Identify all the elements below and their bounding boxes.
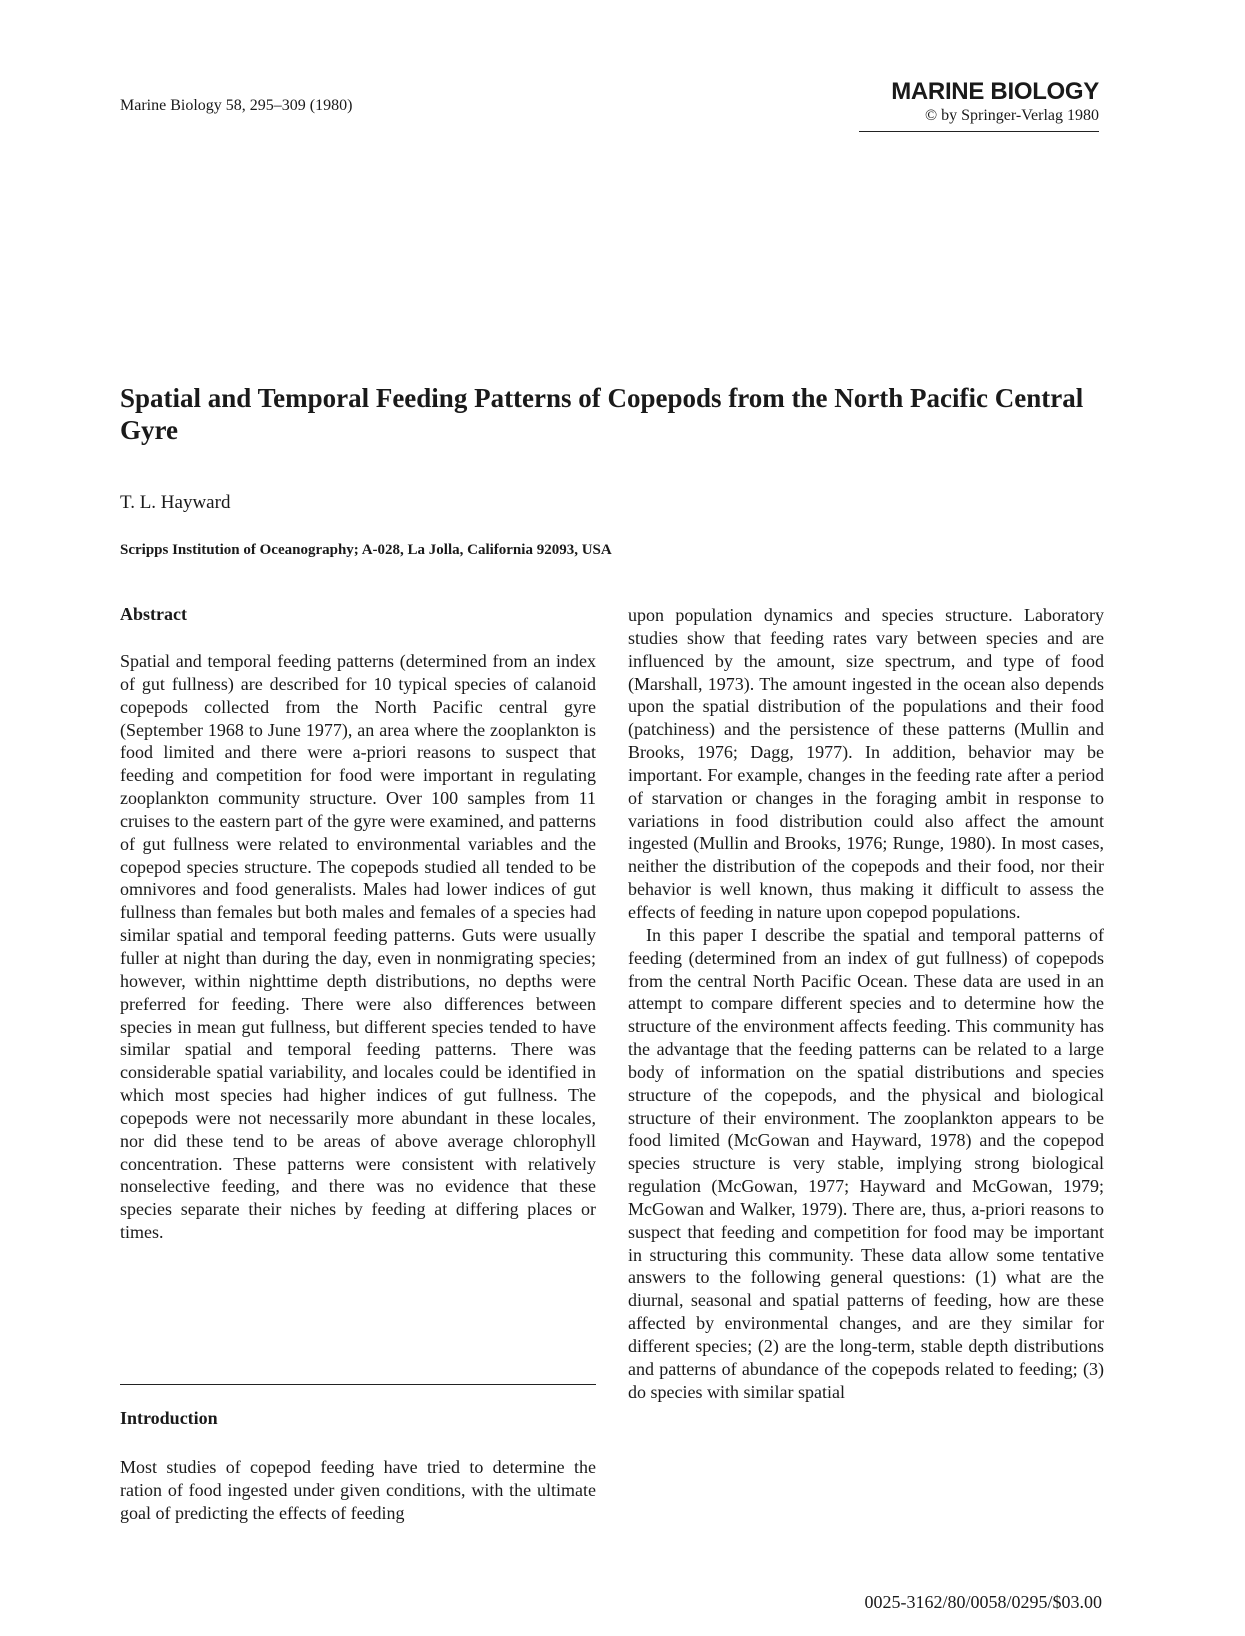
article-title: Spatial and Temporal Feeding Patterns of Copepods from the North Pacific Central Gyre	[120, 383, 1084, 445]
body-paragraph: In this paper I describe the spatial and temporal patterns of feeding (determined from an index of gut fullness) of copepods from the central North Pacific Ocean. These data are used in an attempt to compare different species and to determine how the structure of the environment affects feeding. This community has the advantage that the feeding patterns can be related to a large body of information on the spatial distributions and species structure of the copepods, and the physical and biological structure of their environment. The zooplankton appears to be food limited (McGowan and Hayward, 1978) and the copepod species structure is very stable, implying strong biological regulation (McGowan, 1977; Hayward and McGowan, 1979; McGowan and Walker, 1979). There are, thus, a-priori reasons to suspect that feeding and competition for food may be important in structuring this community. These data allow some tentative answers to the following general questions: (1) what are the diurnal, seasonal and spatial patterns of feeding, how are these affected by environmental changes, and are they similar for different species; (2) are the long-term, stable depth distributions and patterns of abundance of the copepods related to feeding; (3) do species with similar spatial	[628, 924, 1104, 1402]
right-column	[628, 604, 1104, 1404]
abstract-text: Spatial and temporal feeding patterns (determined from an index of gut fullness) are described for 10 typical species of calanoid copepods collected from the North Pacific central gyre (September 1968 to June 1977), an area where the zooplankton is food limited and there were a-priori reasons to suspect that feeding and competition for food were important in regulating zooplankton community structure. Over 100 samples from 11 cruises to the eastern part of the gyre were examined, and patterns of gut fullness were related to environmental variables and the copepod species structure. The copepods studied all tended to be omnivores and food generalists. Males had lower indices of gut fullness than females but both males and females of a species had similar spatial and temporal feeding patterns. Guts were usually fuller at night than during the day, even in nonmigrating species; however, within nighttime depth distributions, no depths were preferred for feeding. There were also differences between species in mean gut fullness, but different species tended to have similar spatial and temporal feeding patterns. There was considerable spatial variability, and locales could be identified in which most species had higher indices of gut fullness. The copepods were not necessarily more abundant in these locales, nor did these tend to be areas of above average chlorophyll concentration. These patterns were consistent with relatively nonselective feeding, and there was no evidence that these species separate their niches by feeding at differing places or times.	[120, 651, 596, 1243]
introduction-heading: Introduction	[120, 1408, 218, 1428]
author-affiliation: Scripps Institution of Oceanography; A-028, La Jolla, California 92093, USA	[120, 542, 612, 558]
article-author: T. L. Hayward	[120, 492, 231, 513]
journal-name: MARINE BIOLOGY	[891, 78, 1099, 105]
journal-citation: Marine Biology 58, 295–309 (1980)	[120, 97, 353, 114]
introduction-text: Most studies of copepod feeding have tried to determine the ration of food ingested under given conditions, with the ultimate goal of predicting the effects of feeding	[120, 1457, 596, 1523]
abstract-heading: Abstract	[120, 604, 187, 624]
journal-masthead	[859, 78, 1099, 132]
body-paragraph: upon population dynamics and species structure. Laboratory studies show that feeding rates vary between species and are influenced by the amount, size spectrum, and type of food (Marshall, 1973). The amount ingested in the ocean also depends upon the spatial distribution of the populations and their food (patchiness) and the persistence of these patterns (Mullin and Brooks, 1976; Dagg, 1977). In addition, behavior may be important. For example, changes in the feeding rate after a period of starvation or changes in the foraging ambit in response to variations in food distribution could also affect the amount ingested (Mullin and Brooks, 1976; Runge, 1980). In most cases, neither the distribution of the copepods and their food, nor their behavior is well known, thus making it difficult to assess the effects of feeding in nature upon copepod populations.	[628, 605, 1104, 922]
article-code: 0025-3162/80/0058/0295/$03.00	[864, 1592, 1102, 1612]
section-divider	[120, 1384, 596, 1385]
copyright-notice: © by Springer-Verlag 1980	[859, 107, 1099, 132]
